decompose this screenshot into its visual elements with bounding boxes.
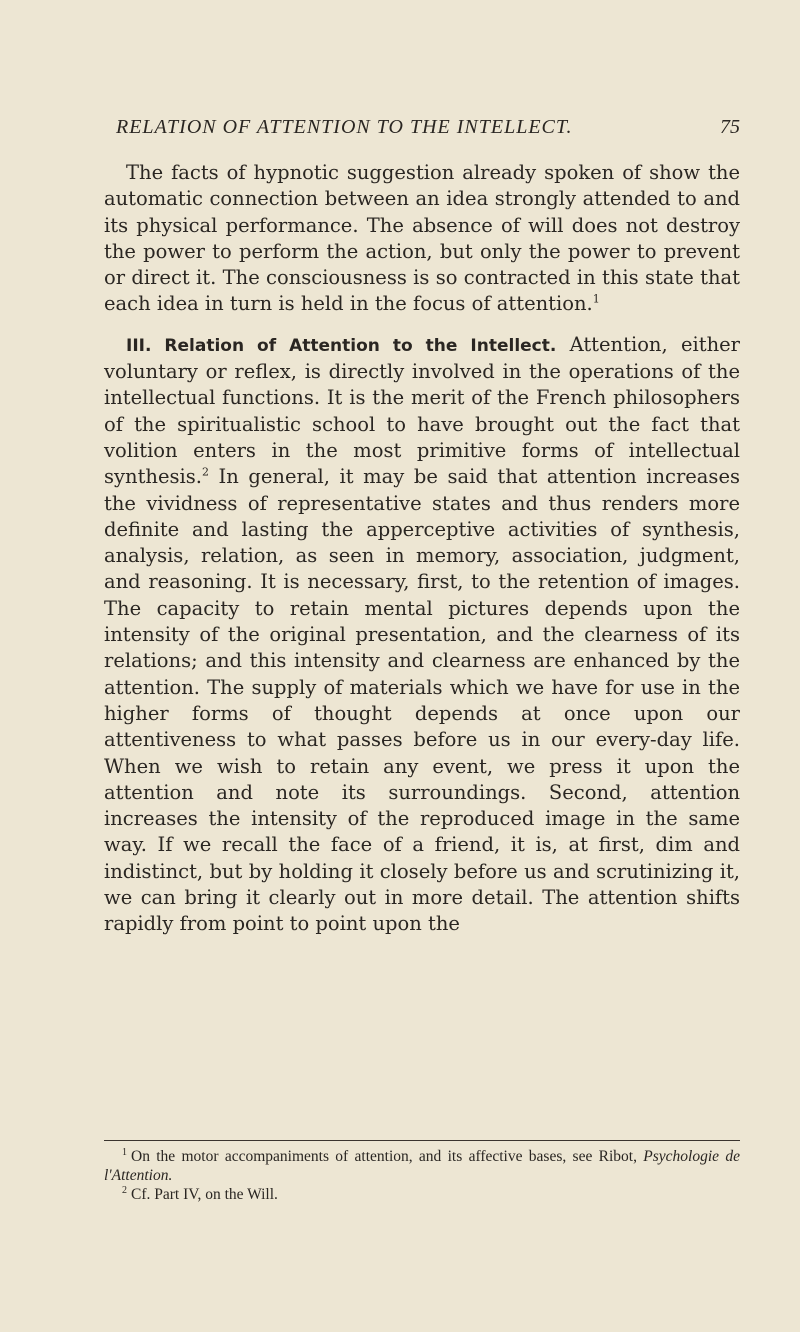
footnote-1-title: Psychologie de l'Attention. <box>104 1148 740 1184</box>
paragraph-1 <box>104 160 740 318</box>
section-heading: III. Relation of Attention to the Intellect. <box>126 335 557 356</box>
footnote-2 <box>104 1185 740 1204</box>
footnote-divider <box>104 1140 740 1141</box>
footnote-ref-1: 1 <box>592 292 600 306</box>
paragraph-1-text: The facts of hypnotic suggestion already spoken of show the automatic connection between an idea strongly attended to and its physical performance. The absence of will does not destroy the power to perform the action, but only the power to prevent or direct it. The consciousness is so contracted in this state that each idea in turn is held in the focus of attention. <box>104 161 740 316</box>
footnote-2-text: Cf. Part IV, on the Will. <box>131 1186 278 1203</box>
paragraph-2-text-part1: Attention, either voluntary or reflex, is directly involved in the operations of the intellectual functions. It is the merit of the French philosophers of the spiritualistic school to have brought out the fact that volition enters in the most primitive forms of intellectual synthesis. <box>104 332 740 489</box>
footnote-1-text: On the motor accompaniments of attention, and its affective bases, see Ribot, <box>131 1148 644 1165</box>
running-head <box>116 116 740 142</box>
footnote-1 <box>104 1147 740 1185</box>
paragraph-2-text-part2: In general, it may be said that attention increases the vividness of representative states and thus renders more definite and lasting the apperceptive activities of synthesis, analysis, relation, as seen in memory, association, judgment, and reasoning. It is necessary, first, to the retention of images. The capacity to retain mental pictures depends upon the intensity of the original presentation, and the clearness of its relations; and this intensity and clearness are enhanced by the attention. The supply of materials which we have for use in the higher forms of thought depends at once upon our attentiveness to what passes before us in our every-day life. When we wish to retain any event, we press it upon the attention and note its surroundings. Second, attention increases the intensity of the reproduced image in the same way. If we recall the face of a friend, it is, at first, dim and indistinct, but by holding it closely before us and scrutinizing it, we can bring it clearly out in more detail. The attention shifts rapidly from point to point upon the <box>104 465 740 936</box>
footnote-2-mark: 2 <box>122 1184 127 1196</box>
running-title: RELATION OF ATTENTION TO THE INTELLECT. <box>116 116 573 138</box>
body-text <box>104 160 740 938</box>
page-number: 75 <box>720 116 740 138</box>
footnote-1-mark: 1 <box>122 1146 127 1158</box>
footnotes <box>104 1147 740 1204</box>
footnote-ref-2: 2 <box>201 465 209 479</box>
paragraph-2 <box>104 332 740 938</box>
